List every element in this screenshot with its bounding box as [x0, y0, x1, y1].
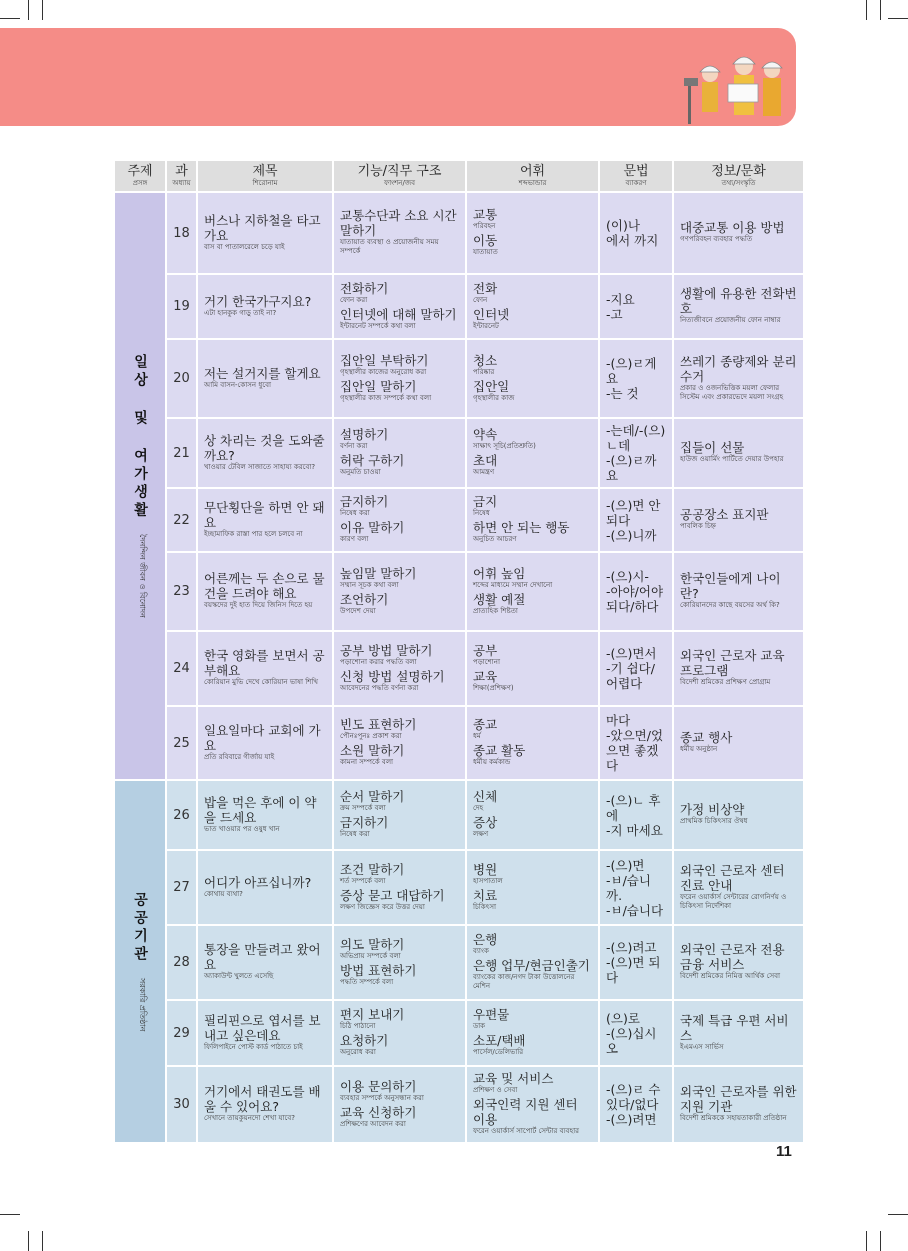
- vocabulary-cell: 공부 পড়াশোনা 교육 শিক্ষা(প্রশিক্ষণ): [467, 632, 598, 705]
- grammar-cell: -(으)면 안 되다 -(으)니까: [600, 489, 672, 551]
- table-row: [115, 553, 803, 630]
- vocabulary-cell: 은행 ব্যাংক 은행 업무/현금인출기 ব্যাংকের কাজ/নগদ টাকা উত্তোলনের মেশিন: [467, 926, 598, 999]
- table-header-row: [115, 161, 803, 191]
- info-culture-cell: 집들이 선물 হাউজ ওয়ার্মিং পার্টিতে দেয়ার উপহার: [674, 419, 803, 487]
- crop-mark: [888, 18, 908, 19]
- vocabulary-cell: 교통 পরিবহন 이동 যাতায়াত: [467, 193, 598, 273]
- vocabulary-cell: 신체 দেহ 증상 লক্ষণ: [467, 781, 598, 849]
- lesson-title: 일요일마다 교회에 가요 প্রতি রবিবারে গীর্জায় যাই: [198, 707, 332, 779]
- lesson-number: 23: [167, 553, 196, 630]
- lesson-number: 20: [167, 340, 196, 417]
- grammar-cell: -(으)려고 -(으)면 되다: [600, 926, 672, 999]
- info-culture-cell: 국제 특급 우편 서비스 ইএমএস সার্ভিস: [674, 1001, 803, 1065]
- grammar-cell: -(으)면서 -기 쉽다/어렵다: [600, 632, 672, 705]
- lesson-title: 어른께는 두 손으로 물건을 드려야 해요 বয়স্কদের দুই হাত দিয়ে জিনিস দিতে হয়: [198, 553, 332, 630]
- function-cell: 금지하기 নিষেধ করা 이유 말하기 কারণ বলা: [334, 489, 465, 551]
- vocabulary-cell: 우편물 ডাক 소포/택배 পার্সেল/ডেলিভারি: [467, 1001, 598, 1065]
- lesson-number: 28: [167, 926, 196, 999]
- lesson-title: 무단횡단을 하면 안 돼요 ইচ্ছামাফিক রাস্তা পার হলে চলবে না: [198, 489, 332, 551]
- crop-mark: [888, 1214, 908, 1215]
- table-row: [115, 926, 803, 999]
- table-row: [115, 1001, 803, 1065]
- function-cell: 집안일 부탁하기 গৃহস্থালীর কাজের অনুরোধ করা 집안일 말하기 গৃহস্থালীর কাজ সম্পর্কে কথা বলা: [334, 340, 465, 417]
- grammar-cell: -(으)ㄹ게요 -는 것: [600, 340, 672, 417]
- vocabulary-cell: 전화 ফোন 인터넷 ইন্টারনেট: [467, 275, 598, 338]
- grammar-cell: -는데/-(으)ㄴ데 -(으)ㄹ까요: [600, 419, 672, 487]
- table-row: [115, 851, 803, 924]
- table-row: [115, 707, 803, 779]
- info-culture-cell: 외국인 근로자를 위한 지원 기관 বিদেশী শ্রমিককে সহায়তাকারী প্রতিষ্ঠান: [674, 1067, 803, 1142]
- lesson-title: 버스나 지하철을 타고가요 বাস বা পাতালরেলে চড়ে যাই: [198, 193, 332, 273]
- grammar-cell: -(으)ㄴ 후에 -지 마세요: [600, 781, 672, 849]
- lesson-title: 거기에서 태권도를 배울 수 있어요? সেখানে তায়কুয়নদো শেখা যাবে?: [198, 1067, 332, 1142]
- lesson-title: 통장을 만들려고 왔어요 অ্যাকাউন্ট খুলতে এসেছি: [198, 926, 332, 999]
- table-row: [115, 781, 803, 849]
- crop-mark: [880, 0, 881, 20]
- lesson-number: 29: [167, 1001, 196, 1065]
- lesson-number: 26: [167, 781, 196, 849]
- column-header-function: 기능/직무 구조 ফাংশন/জব: [334, 161, 465, 191]
- info-culture-cell: 한국인들에게 나이란? কোরিয়ানদের কাছে বয়সের অর্থ কি?: [674, 553, 803, 630]
- lesson-number: 27: [167, 851, 196, 924]
- function-cell: 전화하기 ফোন করা 인터넷에 대해 말하기 ইন্টারনেট সম্পর্কে কথা বলা: [334, 275, 465, 338]
- column-header-topic: 주제 প্রসঙ্গ: [115, 161, 165, 191]
- crop-mark: [42, 1231, 43, 1251]
- crop-mark: [42, 0, 43, 20]
- crop-mark: [866, 1231, 867, 1251]
- info-culture-cell: 가정 비상약 প্রাথমিক চিকিৎসার ঔষধ: [674, 781, 803, 849]
- function-cell: 설명하기 বর্ণনা করা 허락 구하기 অনুমতি চাওয়া: [334, 419, 465, 487]
- vocabulary-cell: 청소 পরিষ্কার 집안일 গৃহস্থালীর কাজ: [467, 340, 598, 417]
- lesson-number: 22: [167, 489, 196, 551]
- column-header-grammar: 문법 ব্যাকরণ: [600, 161, 672, 191]
- unit-daily-life-leisure: 일상 및 여가생활দৈনন্দিন জীবন ও বিনোদন: [115, 193, 165, 779]
- lesson-number: 30: [167, 1067, 196, 1142]
- table-row: [115, 275, 803, 338]
- info-culture-cell: 외국인 근로자 센터 진료 안내 ফরেন ওয়ার্কার্স সেন্টারের রোগনির্ণয় ও চিকিৎসা নির্দেশিকা: [674, 851, 803, 924]
- grammar-cell: (이)나 에서 까지: [600, 193, 672, 273]
- info-culture-cell: 외국인 근로자 전용 금융 서비스 বিদেশী শ্রমিকের নিমিত্ত আর্থিক সেবা: [674, 926, 803, 999]
- unit-public-institutions: 공공기관সরকারি প্রতিষ্ঠান: [115, 781, 165, 1142]
- lesson-number: 25: [167, 707, 196, 779]
- lesson-number: 21: [167, 419, 196, 487]
- vocabulary-cell: 어휘 높임 শব্দের মাধ্যমে সম্মান দেখানো 생활 예절 প্রাত্যহিক শিষ্টতা: [467, 553, 598, 630]
- grammar-cell: -지요 -고: [600, 275, 672, 338]
- function-cell: 교통수단과 소요 시간 말하기 যাতায়াত ব্যবস্থা ও প্রয়োজনীয় সময় সম্পর্কে: [334, 193, 465, 273]
- vocabulary-cell: 병원 হাসপাতাল 치료 চিকিৎসা: [467, 851, 598, 924]
- lesson-title: 한국 영화를 보면서 공부해요 কোরিয়ান মুভি দেখে কোরিয়ান ভাষা শিখি: [198, 632, 332, 705]
- info-culture-cell: 공공장소 표지판 পাবলিক চিহ্ন: [674, 489, 803, 551]
- table-row: [115, 340, 803, 417]
- info-culture-cell: 종교 행사 ধর্মীয় অনুষ্ঠান: [674, 707, 803, 779]
- function-cell: 조건 말하기 শর্ত সম্পর্কে বলা 증상 묻고 대답하기 লক্ষণ জিজ্ঞেস করে উত্তর দেয়া: [334, 851, 465, 924]
- vocabulary-cell: 종교 ধর্ম 종교 활동 ধর্মীয় কর্মকান্ড: [467, 707, 598, 779]
- lesson-title: 저는 설거지를 할게요 আমি বাসন-কোসন ধুবো: [198, 340, 332, 417]
- function-cell: 공부 방법 말하기 পড়াশোনা করার পদ্ধতি বলা 신청 방법 설명하기 আবেদনের পদ্ধতি বর্ণনা করা: [334, 632, 465, 705]
- grammar-cell: 마다 -았으면/었으면 좋겠다: [600, 707, 672, 779]
- crop-mark: [866, 0, 867, 20]
- table-row: [115, 489, 803, 551]
- crop-mark: [28, 0, 29, 20]
- header-banner: [0, 28, 796, 126]
- crop-mark: [880, 1231, 881, 1251]
- workers-illustration: [680, 44, 790, 130]
- function-cell: 이용 문의하기 ব্যবহার সম্পর্কে অনুসন্ধান করা 교육 신청하기 প্রশিক্ষণের আবেদন করা: [334, 1067, 465, 1142]
- vocabulary-cell: 약속 সাক্ষাৎ সূচি(প্রতিশ্রুতি) 초대 আমন্ত্রণ: [467, 419, 598, 487]
- table-row: [115, 1067, 803, 1142]
- page-number: 11: [776, 1143, 792, 1160]
- grammar-cell: -(으)ㄹ 수 있다/없다 -(으)려면: [600, 1067, 672, 1142]
- function-cell: 순서 말하기 ক্রম সম্পর্কে বলা 금지하기 নিষেধ করা: [334, 781, 465, 849]
- column-header-lesson: 과 অধ্যায়: [167, 161, 196, 191]
- lesson-number: 18: [167, 193, 196, 273]
- table-row: [115, 193, 803, 273]
- crop-mark: [28, 1231, 29, 1251]
- info-culture-cell: 쓰레기 종량제와 분리수거 প্রকার ও ওজনভিত্তিক ময়লা ফেলার সিস্টেম এবং প্রকারভেদে ময়লা সংগ্রহ: [674, 340, 803, 417]
- function-cell: 의도 말하기 অভিপ্রায় সম্পর্কে বলা 방법 표현하기 পদ্ধতি সম্পর্কে বলা: [334, 926, 465, 999]
- crop-mark: [0, 1214, 20, 1215]
- lesson-title: 어디가 아프십니까? কোথায় ব্যথা?: [198, 851, 332, 924]
- column-header-info-culture: 정보/문화 তথ্য/সংস্কৃতি: [674, 161, 803, 191]
- grammar-cell: (으)로 -(으)십시오: [600, 1001, 672, 1065]
- crop-mark: [0, 18, 20, 19]
- info-culture-cell: 대중교통 이용 방법 গণপরিবহন ব্যবহার পদ্ধতি: [674, 193, 803, 273]
- function-cell: 빈도 표현하기 পৌনঃপুনঃ প্রকাশ করা 소원 말하기 কামনা সম্পর্কে বলা: [334, 707, 465, 779]
- grammar-cell: -(으)시- -아야/어야 되다/하다: [600, 553, 672, 630]
- info-culture-cell: 생활에 유용한 전화번호 নিত্যজীবনে প্রয়োজনীয় ফোন নাম্বার: [674, 275, 803, 338]
- lesson-title: 밥을 먹은 후에 이 약을 드세요 ভাত খাওয়ার পর ওষুধ খান: [198, 781, 332, 849]
- lesson-title: 상 차리는 것을 도와줄까요? খাওয়ার টেবিল সাজাতে সাহায্য করবো?: [198, 419, 332, 487]
- lesson-number: 24: [167, 632, 196, 705]
- column-header-title: 제목 শিরোনাম: [198, 161, 332, 191]
- grammar-cell: -(으)면 -ㅂ/습니까. -ㅂ/습니다: [600, 851, 672, 924]
- vocabulary-cell: 금지 নিষেধ 하면 안 되는 행동 অনুচিত আচরণ: [467, 489, 598, 551]
- lesson-title: 거기 한국가구지요? এটা হানকুক গাড়ু তাই না?: [198, 275, 332, 338]
- function-cell: 높임말 말하기 সম্মান সূচক কথা বলা 조언하기 উপদেশ দেয়া: [334, 553, 465, 630]
- table-row: [115, 632, 803, 705]
- lesson-title: 필리핀으로 엽서를 보내고 싶은데요 ফিলিপাইনে পোস্ট কার্ড পাঠাতে চাই: [198, 1001, 332, 1065]
- column-header-vocabulary: 어휘 শব্দভান্ডার: [467, 161, 598, 191]
- lesson-number: 19: [167, 275, 196, 338]
- contents-table: [113, 159, 805, 1144]
- vocabulary-cell: 교육 및 서비스 প্রশিক্ষণ ও সেবা 외국인력 지원 센터 이용 ফরেন ওয়ার্কার্স সাপোর্ট সেন্টার ব্যবহার: [467, 1067, 598, 1142]
- info-culture-cell: 외국인 근로자 교육 프로그램 বিদেশী শ্রমিকের প্রশিক্ষণ প্রোগ্রাম: [674, 632, 803, 705]
- table-row: [115, 419, 803, 487]
- function-cell: 편지 보내기 চিঠি পাঠানো 요청하기 অনুরোধ করা: [334, 1001, 465, 1065]
